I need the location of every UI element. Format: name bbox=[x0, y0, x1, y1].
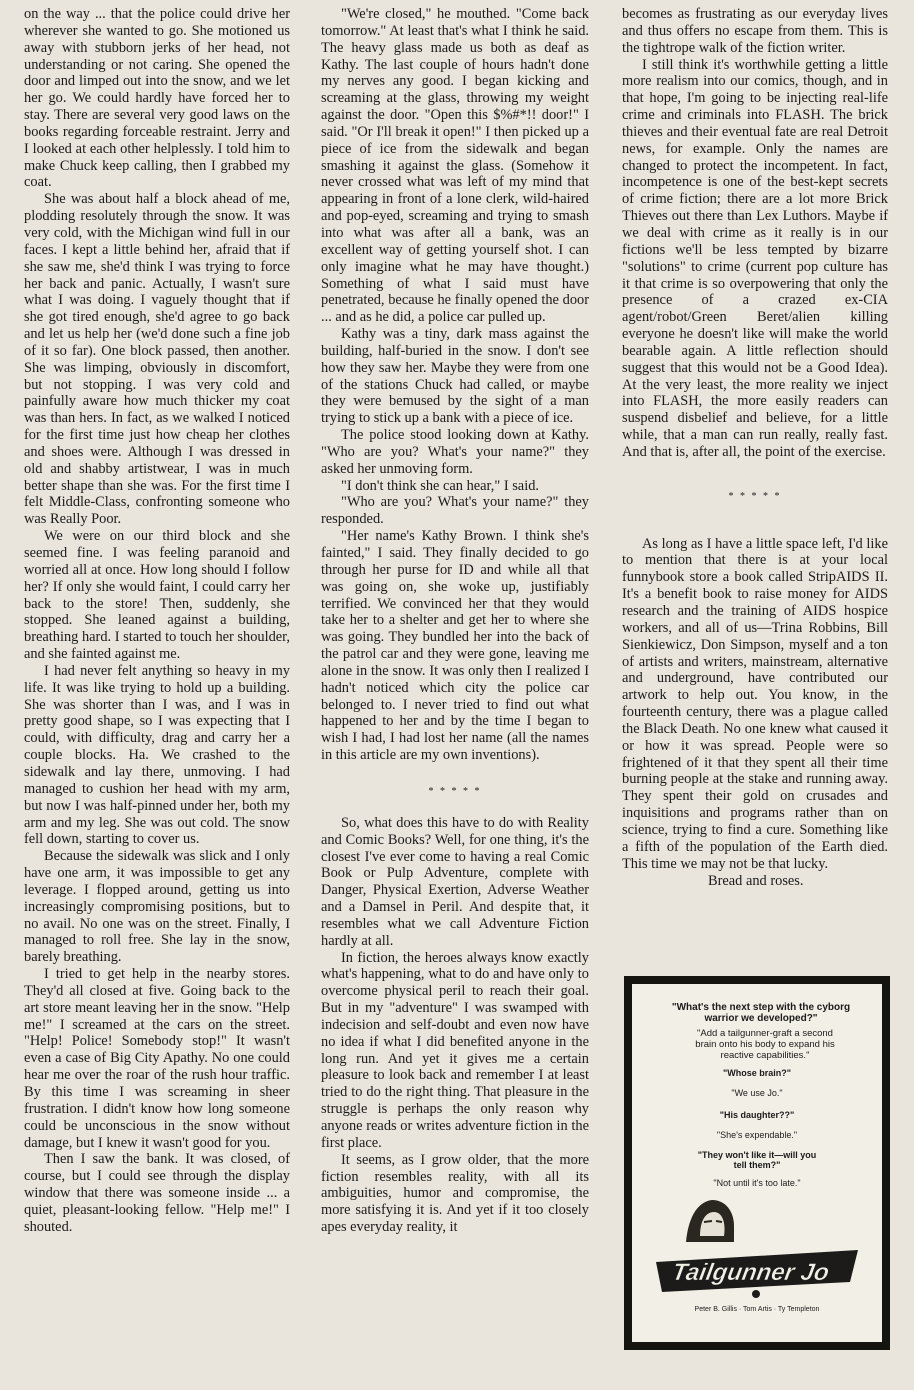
signoff: Bread and roses. bbox=[708, 872, 804, 889]
paragraph: Then I saw the bank. It was closed, of course, but I could see through the display window that there was someone inside ... a quiet, pleasant-looking fellow. "Help me!" I shouted. bbox=[24, 1151, 290, 1235]
article-column-3 bbox=[622, 6, 888, 889]
ad-dialogue: "Not until it's too late." bbox=[713, 1178, 801, 1188]
paragraph: As long as I have a little space left, I'd like to mention that there is at your local funnybook store a book called StripAIDS II. It's a benefit book to raise money for AIDS research and the training of AIDS hospice workers, and all of us—Trina Robbins, Bill Sienkiewicz, Don Simpson, myself and a ton of artists and writers, mainstream, alternative and underground, have contributed our artwork to help out. You know, in the fourteenth century, there was a plague called the Black Death. No one knew what caused it or how it was spread. People were so frightened of it that they spent all their time burning people at the stake and running away. They spent their gold on crusades and inquisitions and programs rather than on science, trying to find a cure. Something like a fifth of the population of the Earth died. This time we may not be that lucky. bbox=[622, 535, 888, 872]
ad-panel bbox=[632, 984, 882, 1342]
paragraph: Kathy was a tiny, dark mass against the building, half-buried in the snow. I don't see how they saw her. Maybe they were from one of the stations Chuck had called, or maybe they were bemused by the sight of a man trying to stick up a bank with a piece of ice. bbox=[321, 326, 589, 427]
paragraph: She was about half a block ahead of me, plodding resolutely through the snow. It was very cold, with the Michigan wind full in our faces. I kept a little behind her, afraid that if she saw me, she'd think I was trying to force her back and panic. Actually, I wasn't sure what I was doing. I vaguely thought that if she got tired enough, she'd agree to go back and let us help her (we'd done such a fine job of it so far). One block passed, then another. She was limping, obviously in discomfort, but not stopping. I was very cold and painfully aware how much thicker my coat was than hers. In fact, as we walked I noticed for the first time just how cheap her clothes and shoes were. Although I was dressed in old and shabby artistwear, I was in much better shape than she was. For the first time I felt Middle-Class, confronting someone who was Really Poor. bbox=[24, 191, 290, 528]
ad-dialogue: "Whose brain?" bbox=[722, 1068, 792, 1078]
paragraph: "I don't think she can hear," I said. bbox=[341, 477, 539, 494]
paragraph: I tried to get help in the nearby stores. They'd all closed at five. Going back to the art store meant leaving her in the snow. "Help me!" I screamed at the cars on the street. "Help! Police! Somebody stop!" It wasn't even a case of Big City Apathy. No one could hear me over the roar of the rush hour traffic. By this time I was screaming in sheer frustration. I didn't know how long someone could be unconscious in the snow without damage, but I knew it wasn't good for you. bbox=[24, 966, 290, 1151]
paragraph: "Who are you? What's your name?" they responded. bbox=[321, 494, 589, 528]
article-column-1 bbox=[24, 6, 290, 1236]
comic-advertisement bbox=[624, 976, 890, 1350]
ad-dialogue: "They won't like it—will you tell them?" bbox=[697, 1150, 817, 1170]
paragraph: We were on our third block and she seemed fine. I was feeling paranoid and worried all at once. How long should I follow her? If only she would faint, I could carry her back to the store! Then, suddenly, she stopped. She leaned against a building, breathing hard. I started to touch her shoulder, and she fainted against me. bbox=[24, 528, 290, 663]
paragraph: So, what does this have to do with Reality and Comic Books? Well, for one thing, it's the closest I've ever come to having a real Comic Book or Pulp Adventure, complete with Danger, Physical Exertion, Adverse Weather and a Damsel in Peril. And despite that, it resembles what we call Adventure Fiction hardly at all. bbox=[321, 814, 589, 949]
paragraph: becomes as frustrating as our everyday lives and thus offers no escape from them. This is the tightrope walk of the fiction writer. bbox=[622, 6, 888, 56]
ad-dialogue: "She's expendable." bbox=[716, 1130, 798, 1140]
ad-credits: Peter B. Gillis · Tom Artis · Ty Templeton bbox=[694, 1306, 820, 1313]
paragraph: It seems, as I grow older, that the more fiction resembles reality, with all its ambiguities, humor and compromise, the more satisfying it is. And yet if it too closely apes everyday reality, it bbox=[321, 1151, 589, 1236]
character-portrait-icon bbox=[682, 1196, 738, 1244]
ad-dialogue: "We use Jo." bbox=[731, 1088, 783, 1098]
paragraph: In fiction, the heroes always know exactly what's happening, what to do and have only to overcome physical peril to reach their goal. But in my "adventure" I was swamped with indecision and self-doubt and even now have no idea if what I did benefited anyone in the long run. And yet it gives me a certain pleasure to look back and remember I at least tried to do the right thing. That pleasure in the struggle is perhaps the only reason why anyone reads or writes adventure fiction in the first place. bbox=[321, 949, 589, 1151]
paragraph: I still think it's worthwhile getting a little more realism into our comics, though, and in that hope, I'm going to be injecting real-life crime and criminals into FLASH. The brick thieves and their eventual fate are real Detroit news, for example. Only the names are changed to protect the incompetent. In fact, incompetence is one of the best-kept secrets of crime fiction; there are a lot more Brick Thieves out there than Lex Luthors. Maybe if we deal with crime as it really is in our fictions we'll be less tempted by bizarre "solutions" to crime (current pop culture has it that crime is so overpowering that only the presence of a crazed ex-CIA agent/robot/Green Beret/alien killing everyone he doesn't like will make the world bearable again. A little reflection should suggest that this would not be a Good Idea). At the very least, the more reality we inject into FLASH, the more easily readers can suspend disbelief and believe, for a little while, that a man can run really, really fast. And that is, after all, the point of the exercise. bbox=[622, 56, 888, 460]
ad-dialogue: "What's the next step with the cyborg warrior we developed?" bbox=[671, 1002, 851, 1024]
section-divider: * * * * * bbox=[428, 785, 482, 797]
ad-dialogue: "His daughter??" bbox=[719, 1110, 795, 1120]
ad-dialogue: "Add a tailgunner-graft a second brain onto his body to expand his reactive capabilities." bbox=[695, 1028, 835, 1061]
paragraph: on the way ... that the police could drive her wherever she wanted to go. She motioned us away with stubborn jerks of her head, not understanding or not caring. She opened the door and limped out into the snow, and we let her go. We could hardly have forced her to stay. There are several very good laws on the books regarding forceable restraint. Jerry and I looked at each other helplessly. I told him to make Chuck keep calling, then I grabbed my coat. bbox=[24, 6, 290, 191]
paragraph: "We're closed," he mouthed. "Come back tomorrow." At least that's what I think he said. The heavy glass made us both as deaf as Kathy. The last couple of hours hadn't done my nerves any good. I began kicking and screaming at the glass, throwing my weight against the door. "Open this $%#*!! door!" I said. "Or I'll break it open!" I then picked up a piece of ice from the sidewalk and began smashing it against the glass. (Somehow it never crossed what was left of my mind that appearing in front of a lone clerk, wild-haired and pop-eyed, screaming and trying to smash into what was after all a bank, was an excellent way of getting yourself shot. I can only imagine what he may have thought.) Something of what I said must have penetrated, because he finally opened the door ... and as he did, a police car pulled up. bbox=[321, 6, 589, 326]
article-column-2 bbox=[321, 6, 589, 1236]
logo-text: Tailgunner Jo bbox=[670, 1259, 832, 1286]
tailgunner-jo-logo bbox=[652, 1242, 862, 1298]
paragraph: The police stood looking down at Kathy. "Who are you? What's your name?" they asked her unmoving form. bbox=[321, 427, 589, 477]
paragraph: Because the sidewalk was slick and I only have one arm, it was impossible to get any leverage. I flopped around, getting us into increasingly compromising positions, but to no avail. No one was on the street. Finally, I managed to roll free. She lay in the snow, barely breathing. bbox=[24, 848, 290, 966]
paragraph: "Her name's Kathy Brown. I think she's fainted," I said. They finally decided to go through her purse for ID and while all that was going on, she woke up, justifiably terrified. We convinced her that they would take her to a shelter and get her to where she was going. They bundled her into the back of the patrol car and they were gone, leaving me alone in the snow. It was only then I realized I hadn't noticed which city the police car belonged to. I never tried to find out what happened to her and by the time I began to wish I had, I had lost her name (all the names in this article are my own inventions). bbox=[321, 528, 589, 764]
paragraph: I had never felt anything so heavy in my life. It was like trying to hold up a building. She was shorter than I was, and I was in pretty good shape, so I was expecting that I could, with difficulty, drag and carry her a couple blocks. Ha. We crashed to the sidewalk and lay there, unmoving. I had managed to cushion her head with my arm, but now I was half-pinned under her, both my arm and my leg. She was out cold. The snow fell down, starting to cover us. bbox=[24, 662, 290, 848]
section-divider: * * * * * bbox=[728, 490, 782, 502]
